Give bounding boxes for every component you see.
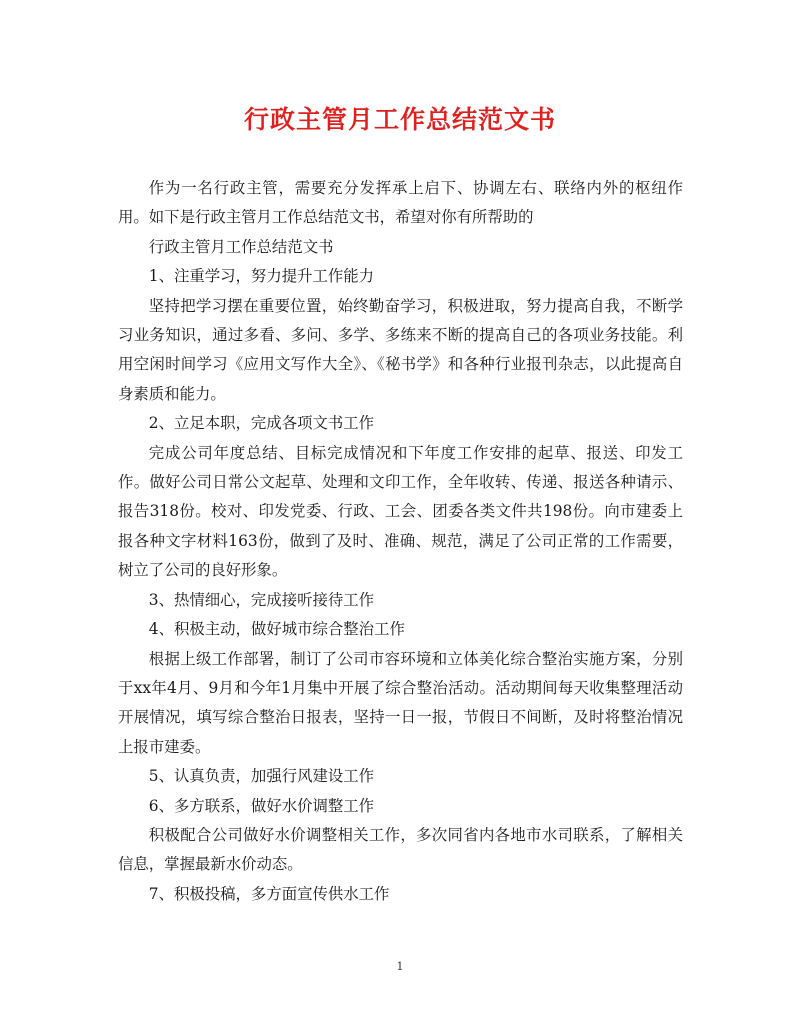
section-body-2: 完成公司年度总结、目标完成情况和下年度工作安排的起草、报送、印发工作。做好公司日常公文起草、处理和文印工作，全年收转、传递、报送各种请示、报告318份。校对、印发党委、行政、工会、团委各类文件共198份。向市建委上报各种文字材料163份，做到了及时、准确、规范，满足了公司正常的工作需要，树立了公司的良好形象。 [118, 443, 683, 580]
section-heading-5: 5、认真负责，加强行风建设工作 [148, 767, 375, 786]
section-heading-4: 4、积极主动，做好城市综合整治工作 [148, 620, 405, 639]
section-body-1: 坚持把学习摆在重要位置，始终勤奋学习，积极进取，努力提高自我，不断学习业务知识，通过多看、多问、多学、多练来不断的提高自己的各项业务技能。利用空闲时间学习《应用文写作大全》、《秘书学》和各种行业报刊杂志，以此提高自身素质和能力。 [118, 296, 683, 403]
document-body [118, 174, 683, 909]
intro-paragraph: 作为一名行政主管，需要充分发挥承上启下、协调左右、联络内外的枢纽作用。如下是行政主管月工作总结范文书，希望对你有所帮助的 [118, 179, 683, 227]
section-heading-2: 2、立足本职，完成各项文书工作 [148, 414, 375, 433]
section-body-4: 根据上级工作部署，制订了公司市容环境和立体美化综合整治实施方案，分别于xx年4月、9月和今年1月集中开展了综合整治活动。活动期间每天收集整理活动开展情况，填写综合整治日报表，坚持一日一报，节假日不间断，及时将整治情况上报市建委。 [118, 649, 683, 756]
page-number: 1 [396, 960, 404, 973]
document-title: 行政主管月工作总结范文书 [243, 105, 556, 134]
section-body-6: 积极配合公司做好水价调整相关工作，多次同省内各地市水司联系，了解相关信息，掌握最新水价动态。 [118, 825, 683, 874]
section-heading-1: 1、注重学习，努力提升工作能力 [148, 267, 375, 286]
section-heading-3: 3、热情细心，完成接听接待工作 [148, 590, 375, 609]
section-heading-7: 7、积极投稿，多方面宣传供水工作 [148, 884, 390, 903]
subtitle-paragraph: 行政主管月工作总结范文书 [148, 237, 334, 256]
section-heading-6: 6、多方联系，做好水价调整工作 [148, 796, 375, 815]
